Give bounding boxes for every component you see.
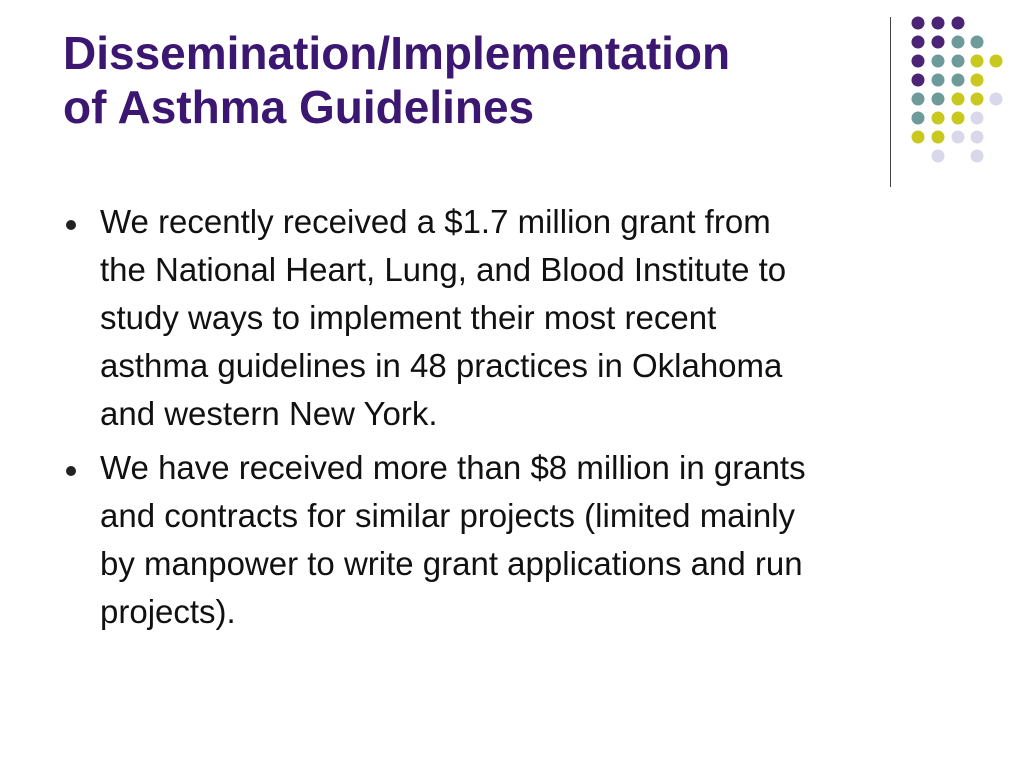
bullet-icon: [66, 220, 76, 230]
bullet-line: and contracts for similar projects (limited mainly: [100, 497, 796, 534]
dot-purple: [912, 55, 925, 68]
dot-teal: [932, 93, 945, 106]
dot-lavender: [932, 150, 945, 163]
bullet-line: We have received more than $8 million in grants: [100, 449, 806, 486]
dot-teal: [952, 55, 965, 68]
dot-teal: [912, 93, 925, 106]
dot-yellow: [971, 74, 984, 87]
bullet-line: study ways to implement their most recent: [100, 299, 717, 336]
bullet-line: the National Heart, Lung, and Blood Institute to: [100, 251, 787, 288]
title-divider-line: [890, 17, 891, 187]
dot-purple: [952, 17, 965, 30]
dot-yellow: [971, 55, 984, 68]
dot-teal: [912, 112, 925, 125]
dot-lavender: [952, 131, 965, 144]
dot-lavender: [971, 131, 984, 144]
slide-title-line-2: of Asthma Guidelines: [63, 81, 535, 133]
bullet-line: and western New York.: [100, 395, 438, 432]
bullet-line: by manpower to write grant applications and run: [100, 545, 803, 582]
bullet-line: projects).: [100, 593, 236, 630]
slide-title: [63, 26, 883, 134]
bullet-line: asthma guidelines in 48 practices in Oklahoma: [100, 347, 783, 384]
dot-lavender: [990, 93, 1003, 106]
dot-yellow: [971, 93, 984, 106]
dot-teal: [971, 36, 984, 49]
dot-lavender: [971, 150, 984, 163]
dot-purple: [912, 36, 925, 49]
dot-purple: [912, 74, 925, 87]
dot-teal: [952, 36, 965, 49]
dot-lavender: [971, 112, 984, 125]
bullet-icon: [66, 466, 76, 476]
bullet-item: [62, 444, 972, 636]
slide-title-line-1: Dissemination/Implementation: [63, 27, 731, 79]
dot-teal: [952, 74, 965, 87]
dot-yellow: [912, 131, 925, 144]
dot-yellow: [952, 112, 965, 125]
bullet-item: [62, 198, 972, 438]
bullet-text: [100, 444, 972, 636]
dot-teal: [932, 55, 945, 68]
slide-body: [62, 198, 972, 642]
bullet-text: [100, 198, 972, 438]
dot-purple: [932, 36, 945, 49]
dot-purple: [932, 17, 945, 30]
dot-teal: [932, 74, 945, 87]
dot-yellow: [952, 93, 965, 106]
dot-yellow: [990, 55, 1003, 68]
bullet-line: We recently received a $1.7 million grant from: [100, 203, 771, 240]
dot-yellow: [932, 112, 945, 125]
dot-purple: [912, 17, 925, 30]
dot-yellow: [932, 131, 945, 144]
